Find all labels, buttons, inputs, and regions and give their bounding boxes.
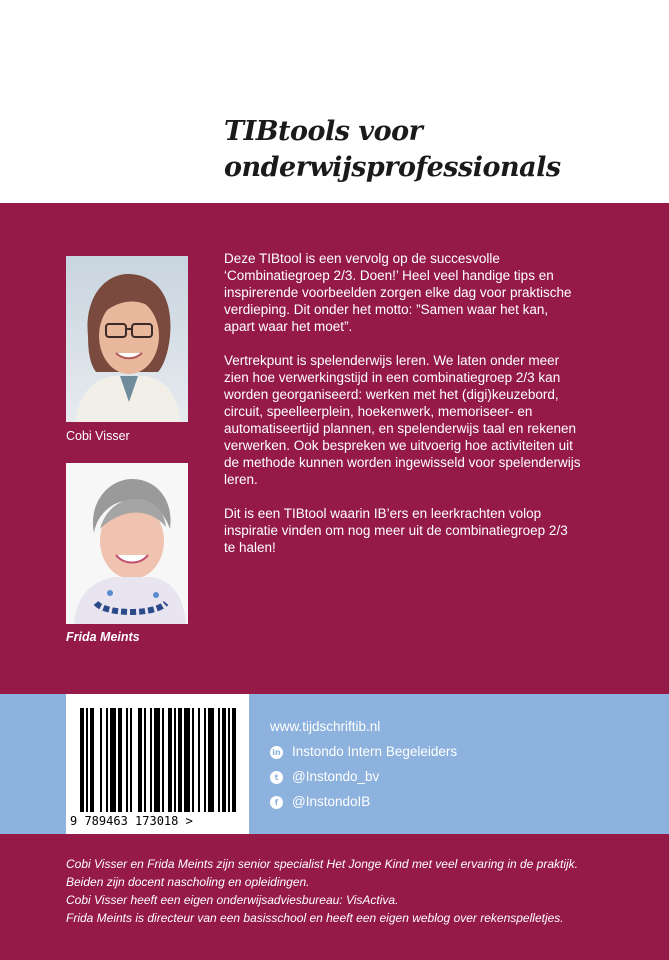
top-white-band (0, 0, 669, 203)
barcode-bar (168, 708, 172, 812)
barcode-bar (106, 708, 108, 812)
barcode-bar (218, 708, 220, 812)
author-caption-2: Frida Meints (66, 630, 140, 644)
author-photo-cobi-visser (66, 256, 188, 422)
description-text (224, 250, 624, 573)
barcode-bar (126, 708, 128, 812)
barcode-bar (162, 708, 164, 812)
description-paragraph-2: Vertrekpunt is spelenderwijs leren. We laten onder meer zien hoe verwerkingstijd in een combinatiegroep 2/3 kan worden georganiseerd: werken met het (digi)keuzebord, circuit, speelleerplein, hoekenwerk, memoriseer- en automatiseertijd plannen, en spelenderwijs taal en rekenen verwerken. Ook bespreken we uitvoerig hoe activiteiten uit de methode kunnen worden ingewisseld voor spelenderwijs leren. (224, 353, 581, 487)
linkedin-label: Instondo Intern Begeleiders (292, 744, 458, 759)
barcode-bar (178, 708, 182, 812)
bio-line-1: Cobi Visser en Frida Meints zijn senior specialist Het Jonge Kind met veel ervaring in de praktijk. (66, 857, 579, 871)
barcode-bar (80, 708, 84, 812)
barcode-bar (100, 708, 102, 812)
barcode-bar (154, 708, 160, 812)
isbn-number: 9 789463 173018 > (70, 814, 193, 828)
barcode-bar (174, 708, 176, 812)
barcode-bar (110, 708, 116, 812)
barcode-bar (150, 708, 152, 812)
barcode-bar (86, 708, 88, 812)
barcode-bar (184, 708, 190, 812)
author-caption-1: Cobi Visser (66, 429, 130, 443)
isbn-barcode (66, 694, 249, 834)
bio-line-4: Frida Meints is directeur van een basisschool en heeft een eigen weblog over rekenspelletjes. (66, 911, 564, 925)
barcode-bar (144, 708, 146, 812)
barcode-bar (198, 708, 200, 812)
website-label: www.tijdschriftib.nl (270, 719, 381, 734)
bio-line-3: Cobi Visser heeft een eigen onderwijsadviesbureau: VisActiva. (66, 893, 399, 907)
barcode-bar (138, 708, 142, 812)
barcode-bar (222, 708, 226, 812)
bio-line-2: Beiden zijn docent nascholing en opleidingen. (66, 875, 310, 889)
barcode-bar (90, 708, 94, 812)
author-bio (66, 855, 656, 927)
barcode-bar (130, 708, 132, 812)
barcode-bar (232, 708, 236, 812)
twitter-label: @Instondo_bv (292, 769, 380, 784)
author-photo-frida-meints (66, 463, 188, 624)
description-paragraph-1: Deze TIBtool is een vervolg op de succesvolle ‘Combinatiegroep 2/3. Doen!’ Heel veel handige tips en inspirerende voorbeelden zorgen elke dag voor praktische verdieping. Dit onder het motto: ”Samen waar het kan, apart waar het moet”. (224, 251, 572, 334)
facebook-icon: f (270, 796, 283, 809)
book-title (224, 114, 561, 186)
barcode-bars (66, 694, 249, 834)
facebook-label: @InstondoIB (292, 794, 371, 809)
title-line-2: onderwijsprofessionals (224, 152, 561, 183)
barcode-bar (208, 708, 214, 812)
title-line-1: TIBtools voor (224, 116, 423, 147)
barcode-bar (118, 708, 122, 812)
barcode-bar (192, 708, 194, 812)
description-paragraph-3: Dit is een TIBtool waarin IB’ers en leerkrachten volop inspiratie vinden om nog meer uit de combinatiegroep 2/3 te halen! (224, 506, 568, 555)
linkedin-icon: in (270, 746, 283, 759)
barcode-bar (204, 708, 206, 812)
barcode-bar (228, 708, 230, 812)
twitter-icon: t (270, 771, 283, 784)
